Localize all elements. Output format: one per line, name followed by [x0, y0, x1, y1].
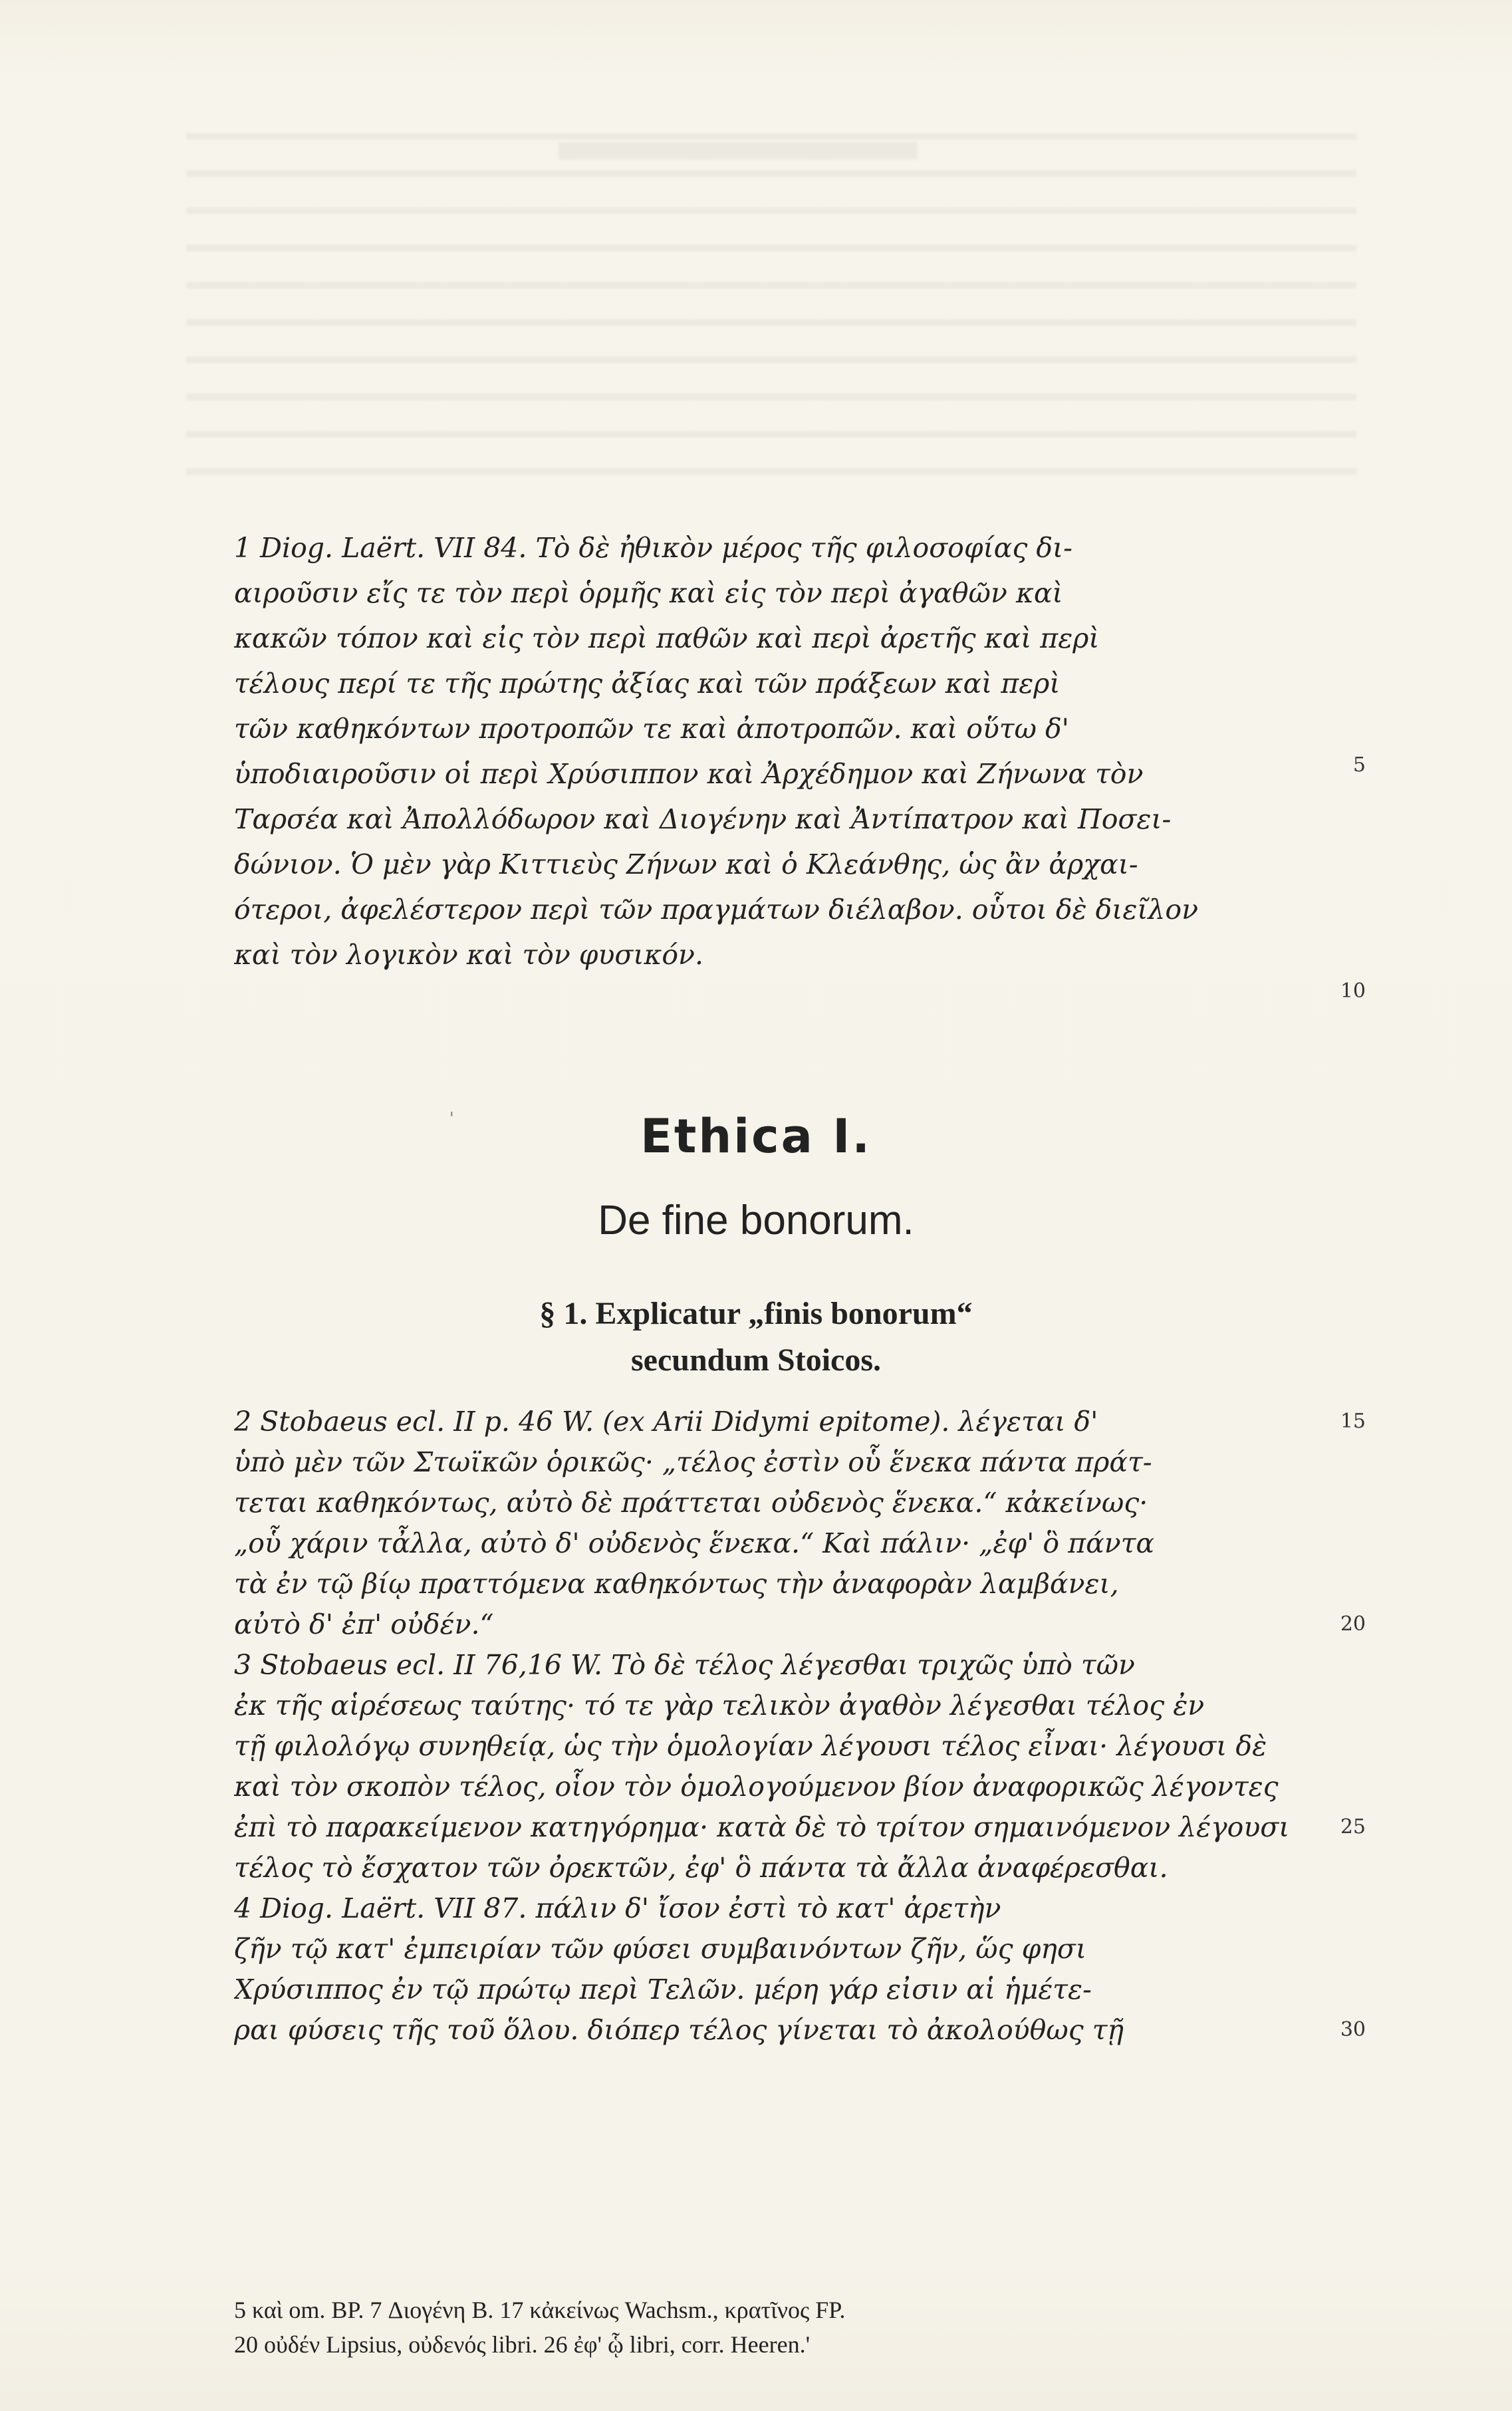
line-number: 25 [1340, 1815, 1366, 1839]
show-through-text [186, 133, 1356, 505]
text-line: 1 Diog. Laërt. VII 84. Τὸ δὲ ἠθικὸν μέρος τῆς φιλοσοφίας δι- [234, 532, 1072, 564]
text-line: καὶ τὸν σκοπὸν τέλος, οἷον τὸν ὁμολογούμενον βίον ἀναφορικῶς λέγοντες [234, 1771, 1279, 1803]
text-line: κακῶν τόπον καὶ εἰς τὸν περὶ παθῶν καὶ περὶ ἀρετῆς καὶ περὶ [234, 622, 1100, 654]
text-line: τὰ ἐν τῷ βίῳ πραττόμενα καθηκόντως τὴν ἀναφορὰν λαμβάνει, [234, 1568, 1119, 1600]
line-number: 15 [1340, 1410, 1366, 1433]
apparatus-line: 20 οὐδέν Lipsius, οὐδενός libri. 26 ἐφ' ᾧ libri, corr. Heeren.' [234, 2331, 811, 2358]
chapter-subtitle: De fine bonorum. [598, 1198, 914, 1243]
chapter-title: Ethica I. [640, 1109, 872, 1164]
line-number: 30 [1340, 2018, 1366, 2041]
text-line: ἐπὶ τὸ παρακείμενον κατηγόρημα· κατὰ δὲ τὸ τρίτον σημαινόμενον λέγουσι [234, 1811, 1290, 1843]
page-mark: ' [449, 1109, 454, 1128]
text-line: αὐτὸ δ' ἐπ' οὐδέν.“ [234, 1608, 494, 1640]
text-line: τῶν καθηκόντων προτροπῶν τε καὶ ἀποτροπῶν. καὶ οὕτω δ' [234, 713, 1069, 745]
text-line: „οὗ χάριν τἆλλα, αὐτὸ δ' οὐδενὸς ἕνεκα.“ Καὶ πάλιν· „ἐφ' ὃ πάντα [234, 1527, 1155, 1559]
paragraph-2 [234, 1402, 1364, 1645]
line-number: 10 [1340, 979, 1366, 1003]
text-line: ζῆν τῷ κατ' ἐμπειρίαν τῶν φύσει συμβαινόντων ζῆν, ὥς φησι [234, 1933, 1086, 1965]
text-line: ὑποδιαιροῦσιν οἱ περὶ Χρύσιππον καὶ Ἀρχέδημον καὶ Ζήνωνα τὸν [234, 758, 1144, 790]
text-line: δώνιον. Ὁ μὲν γὰρ Κιττιεὺς Ζήνων καὶ ὁ Κλεάνθης, ὡς ἂν ἀρχαι- [234, 848, 1138, 880]
text-line: Ταρσέα καὶ Ἀπολλόδωρον καὶ Διογένην καὶ Ἀντίπατρον καὶ Ποσει- [234, 803, 1172, 835]
apparatus-line: 5 καὶ om. BP. 7 Διογένη B. 17 κἀκείνως Wachsm., κρατῖνος FP. [234, 2297, 846, 2323]
paragraph-1 [234, 525, 1364, 977]
section-heading: § 1. Explicatur „finis bonorum“ [539, 1296, 973, 1331]
text-line: τῇ φιλολόγῳ συνηθείᾳ, ὡς τὴν ὁμολογίαν λέγουσι τέλος εἶναι· λέγουσι δὲ [234, 1730, 1267, 1762]
text-line: 3 Stobaeus ecl. II 76,16 W. Τὸ δὲ τέλος λέγεσθαι τριχῶς ὑπὸ τῶν [234, 1649, 1135, 1681]
text-line: τεται καθηκόντως, αὐτὸ δὲ πράττεται οὐδενὸς ἕνεκα.“ κἀκείνως· [234, 1487, 1148, 1519]
text-line: 2 Stobaeus ecl. II p. 46 W. (ex Arii Didymi epitome). λέγεται δ' [234, 1406, 1098, 1438]
line-number: 20 [1340, 1612, 1366, 1636]
text-line: αιροῦσιν εἴς τε τὸν περὶ ὁρμῆς καὶ εἰς τὸν περὶ ἀγαθῶν καὶ [234, 577, 1063, 609]
text-line: 4 Diog. Laërt. VII 87. πάλιν δ' ἴσον ἐστὶ τὸ κατ' ἀρετὴν [234, 1892, 1001, 1924]
text-line: Χρύσιππος ἐν τῷ πρώτῳ περὶ Τελῶν. μέρη γάρ εἰσιν αἱ ἡμέτε- [234, 1973, 1092, 2005]
paragraph-3 [234, 1645, 1364, 1888]
paragraph-4 [234, 1888, 1364, 2051]
text-line: καὶ τὸν λογικὸν καὶ τὸν φυσικόν. [234, 939, 704, 971]
text-line: τέλος τὸ ἔσχατον τῶν ὀρεκτῶν, ἐφ' ὃ πάντα τὰ ἄλλα ἀναφέρεσθαι. [234, 1852, 1168, 1884]
text-line: ότεροι, ἀφελέστερον περὶ τῶν πραγμάτων διέλαβον. οὗτοι δὲ διεῖλον [234, 894, 1199, 926]
section-heading-continued: secundum Stoicos. [630, 1342, 882, 1378]
main-text [234, 1402, 1364, 2051]
show-through-heading [559, 142, 918, 160]
text-line: ὑπὸ μὲν τῶν Στωϊκῶν ὁρικῶς· „τέλος ἐστὶν οὗ ἕνεκα πάντα πράτ- [234, 1446, 1152, 1478]
text-line: ραι φύσεις τῆς τοῦ ὅλου. διόπερ τέλος γίνεται τὸ ἀκολούθως τῇ [234, 2014, 1124, 2046]
critical-apparatus [234, 2293, 1364, 2362]
text-line: τέλους περί τε τῆς πρώτης ἀξίας καὶ τῶν πράξεων καὶ περὶ [234, 668, 1061, 699]
line-number: 5 [1352, 753, 1366, 777]
text-line: ἐκ τῆς αἱρέσεως ταύτης· τό τε γὰρ τελικὸν ἀγαθὸν λέγεσθαι τέλος ἐν [234, 1690, 1205, 1721]
